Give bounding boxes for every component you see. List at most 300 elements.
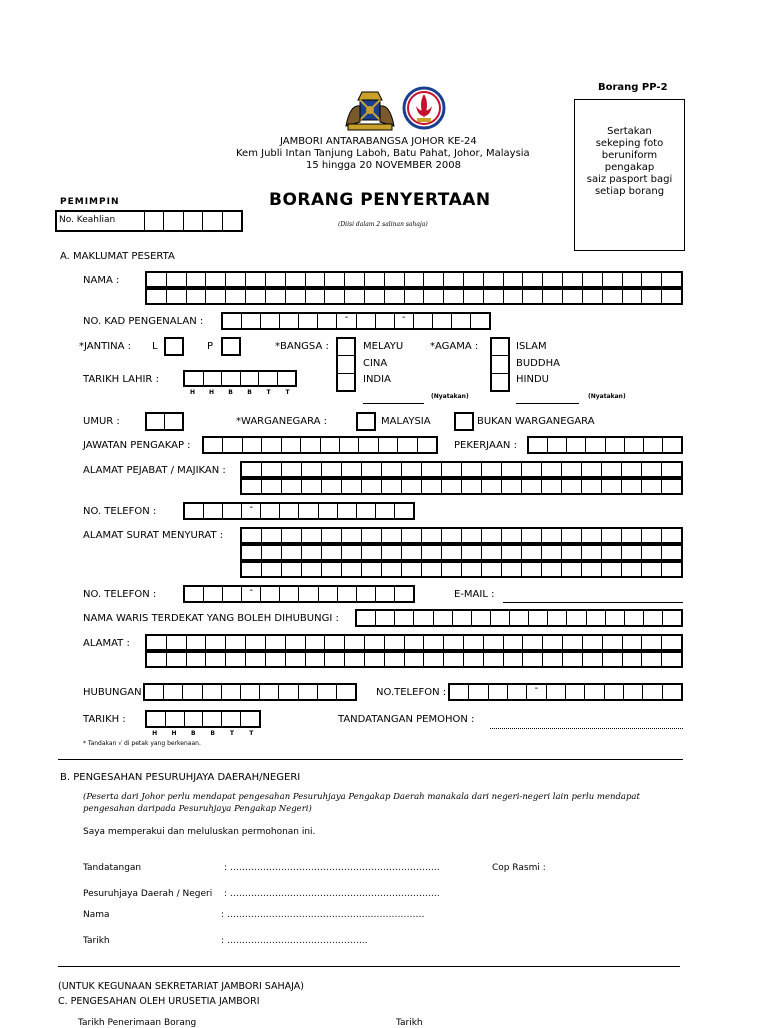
box-cell[interactable] xyxy=(362,563,382,576)
box-cell[interactable] xyxy=(382,529,402,542)
box-cell[interactable] xyxy=(442,563,462,576)
box-cell[interactable] xyxy=(543,653,563,666)
box-cell[interactable] xyxy=(482,463,502,476)
jantina-l-checkbox[interactable] xyxy=(164,337,184,356)
box-cell[interactable] xyxy=(261,314,280,328)
box-cell[interactable] xyxy=(603,273,623,286)
box-cell[interactable] xyxy=(542,563,562,576)
alamat-surat-row1[interactable] xyxy=(240,527,683,544)
ic-field[interactable] xyxy=(221,312,491,330)
box-cell[interactable] xyxy=(643,685,662,699)
box-cell[interactable] xyxy=(663,438,681,452)
box-cell[interactable] xyxy=(450,685,469,699)
box-cell[interactable] xyxy=(642,529,662,542)
box-cell[interactable] xyxy=(302,546,322,559)
box-cell[interactable] xyxy=(322,529,342,542)
box-cell[interactable] xyxy=(345,273,365,286)
box-cell[interactable] xyxy=(548,438,567,452)
box-cell[interactable] xyxy=(562,546,582,559)
box-cell[interactable] xyxy=(365,290,385,303)
box-cell[interactable] xyxy=(587,611,606,625)
tandatangan-pemohon-line[interactable] xyxy=(490,728,683,729)
box-cell[interactable] xyxy=(223,504,242,518)
box-cell[interactable] xyxy=(286,653,306,666)
box-cell[interactable] xyxy=(582,546,602,559)
box-cell[interactable] xyxy=(405,273,425,286)
box-cell[interactable] xyxy=(243,438,262,452)
box-cell[interactable] xyxy=(226,653,246,666)
box-cell[interactable] xyxy=(241,372,260,385)
box-cell[interactable] xyxy=(642,546,662,559)
box-cell[interactable] xyxy=(484,273,504,286)
alamat-row1[interactable] xyxy=(145,634,683,651)
box-cell[interactable] xyxy=(266,653,286,666)
box-cell[interactable] xyxy=(282,546,302,559)
box-cell[interactable] xyxy=(302,563,322,576)
box-cell[interactable] xyxy=(286,290,306,303)
bangsa-checkboxes[interactable] xyxy=(336,337,356,392)
box-cell[interactable] xyxy=(242,587,261,601)
box-cell[interactable] xyxy=(491,611,510,625)
box-cell[interactable] xyxy=(642,563,662,576)
box-cell[interactable] xyxy=(504,653,524,666)
box-cell[interactable] xyxy=(602,480,622,493)
box-cell[interactable] xyxy=(282,529,302,542)
box-cell[interactable] xyxy=(605,685,624,699)
box-cell[interactable] xyxy=(376,314,395,328)
box-cell[interactable] xyxy=(278,372,296,385)
box-cell[interactable] xyxy=(362,480,382,493)
box-cell[interactable] xyxy=(662,653,681,666)
box-cell[interactable] xyxy=(402,463,422,476)
box-cell[interactable] xyxy=(562,529,582,542)
box-cell[interactable] xyxy=(510,611,529,625)
box-cell[interactable] xyxy=(563,636,583,649)
box-cell[interactable] xyxy=(242,546,262,559)
box-cell[interactable] xyxy=(622,529,642,542)
box-cell[interactable] xyxy=(204,504,223,518)
box-cell[interactable] xyxy=(382,463,402,476)
box-cell[interactable] xyxy=(398,438,417,452)
box-cell[interactable] xyxy=(603,653,623,666)
box-cell[interactable] xyxy=(563,290,583,303)
box-cell[interactable] xyxy=(583,273,603,286)
box-cell[interactable] xyxy=(527,685,546,699)
hubungan-field[interactable] xyxy=(143,683,357,701)
box-cell[interactable] xyxy=(325,653,345,666)
agama-other-line[interactable] xyxy=(516,403,579,404)
box-cell[interactable] xyxy=(319,587,338,601)
box-cell[interactable] xyxy=(246,290,266,303)
box-cell[interactable] xyxy=(502,529,522,542)
box-cell[interactable] xyxy=(223,438,242,452)
box-cell[interactable] xyxy=(504,290,524,303)
box-cell[interactable] xyxy=(642,273,662,286)
box-cell[interactable] xyxy=(402,529,422,542)
box-cell[interactable] xyxy=(147,290,167,303)
box-cell[interactable] xyxy=(379,438,398,452)
box-cell[interactable] xyxy=(246,653,266,666)
box-cell[interactable] xyxy=(662,273,681,286)
box-cell[interactable] xyxy=(242,563,262,576)
box-cell[interactable] xyxy=(362,463,382,476)
box-cell[interactable] xyxy=(395,587,413,601)
box-cell[interactable] xyxy=(482,546,502,559)
box-cell[interactable] xyxy=(583,290,603,303)
jawatan-field[interactable] xyxy=(202,436,438,454)
box-cell[interactable] xyxy=(622,463,642,476)
box-cell[interactable] xyxy=(472,611,491,625)
box-cell[interactable] xyxy=(187,636,207,649)
box-cell[interactable] xyxy=(242,529,262,542)
box-cell[interactable] xyxy=(337,685,355,699)
box-cell[interactable] xyxy=(395,504,413,518)
box-cell[interactable] xyxy=(547,685,566,699)
box-cell[interactable] xyxy=(543,636,563,649)
box-cell[interactable] xyxy=(340,438,359,452)
box-cell[interactable] xyxy=(204,438,223,452)
box-cell[interactable] xyxy=(147,414,165,429)
alamat-surat-row2[interactable] xyxy=(240,544,683,561)
box-cell[interactable] xyxy=(259,372,278,385)
bukan-warganegara-checkbox[interactable] xyxy=(454,412,474,431)
box-cell[interactable] xyxy=(357,587,376,601)
telefon1-field[interactable] xyxy=(183,502,415,520)
box-cell[interactable] xyxy=(306,636,326,649)
box-cell[interactable] xyxy=(586,438,605,452)
box-cell[interactable] xyxy=(359,438,378,452)
box-cell[interactable] xyxy=(206,636,226,649)
box-cell[interactable] xyxy=(385,636,405,649)
box-cell[interactable] xyxy=(602,563,622,576)
box-cell[interactable] xyxy=(529,611,548,625)
box-cell[interactable] xyxy=(462,529,482,542)
box-cell[interactable] xyxy=(583,653,603,666)
box-cell[interactable] xyxy=(365,273,385,286)
box-cell[interactable] xyxy=(299,587,318,601)
box-cell[interactable] xyxy=(165,414,182,429)
box-cell[interactable] xyxy=(502,563,522,576)
box-cell[interactable] xyxy=(338,587,357,601)
box-cell[interactable] xyxy=(462,546,482,559)
box-cell[interactable] xyxy=(395,314,414,328)
tandatangan-dots[interactable]: : ……………………………………………………………. xyxy=(224,863,440,873)
box-cell[interactable] xyxy=(357,611,376,625)
box-cell[interactable] xyxy=(563,653,583,666)
box-cell[interactable] xyxy=(325,290,345,303)
box-cell[interactable] xyxy=(566,685,585,699)
email-line[interactable] xyxy=(503,602,683,603)
box-cell[interactable] xyxy=(223,587,242,601)
box-cell[interactable] xyxy=(325,636,345,649)
box-cell[interactable] xyxy=(164,685,183,699)
box-cell[interactable] xyxy=(582,463,602,476)
box-cell[interactable] xyxy=(282,480,302,493)
box-cell[interactable] xyxy=(434,611,453,625)
box-cell[interactable] xyxy=(261,504,280,518)
box-cell[interactable] xyxy=(206,290,226,303)
box-cell[interactable] xyxy=(418,438,436,452)
nama-b-dots[interactable]: : ………….……………………………..……………… xyxy=(221,910,425,920)
box-cell[interactable] xyxy=(385,290,405,303)
box-cell[interactable] xyxy=(462,563,482,576)
box-cell[interactable] xyxy=(222,685,241,699)
box-cell[interactable] xyxy=(424,636,444,649)
box-cell[interactable] xyxy=(280,504,299,518)
box-cell[interactable] xyxy=(623,290,643,303)
box-cell[interactable] xyxy=(625,438,644,452)
box-cell[interactable] xyxy=(376,587,395,601)
box-cell[interactable] xyxy=(206,653,226,666)
box-cell[interactable] xyxy=(299,685,318,699)
box-cell[interactable] xyxy=(453,611,472,625)
box-cell[interactable] xyxy=(338,504,357,518)
agama-checkboxes[interactable] xyxy=(490,337,510,392)
box-cell[interactable] xyxy=(185,372,204,385)
box-cell[interactable] xyxy=(203,685,222,699)
box-cell[interactable] xyxy=(242,314,261,328)
box-cell[interactable] xyxy=(362,546,382,559)
box-cell[interactable] xyxy=(444,290,464,303)
box-cell[interactable] xyxy=(362,529,382,542)
box-cell[interactable] xyxy=(402,546,422,559)
box-cell[interactable] xyxy=(342,463,362,476)
box-cell[interactable] xyxy=(187,290,207,303)
box-cell[interactable] xyxy=(147,653,167,666)
box-cell[interactable] xyxy=(414,611,433,625)
box-cell[interactable] xyxy=(522,546,542,559)
box-cell[interactable] xyxy=(262,563,282,576)
box-cell[interactable] xyxy=(262,546,282,559)
box-cell[interactable] xyxy=(206,273,226,286)
box-cell[interactable] xyxy=(204,372,223,385)
box-cell[interactable] xyxy=(543,273,563,286)
box-cell[interactable] xyxy=(542,529,562,542)
box-cell[interactable] xyxy=(642,653,662,666)
box-cell[interactable] xyxy=(523,273,543,286)
box-cell[interactable] xyxy=(204,587,223,601)
box-cell[interactable] xyxy=(241,712,259,726)
box-cell[interactable] xyxy=(183,685,202,699)
box-cell[interactable] xyxy=(424,273,444,286)
box-cell[interactable] xyxy=(185,504,204,518)
alamat-pejabat-row2[interactable] xyxy=(240,478,683,495)
box-cell[interactable] xyxy=(606,438,625,452)
box-cell[interactable] xyxy=(522,480,542,493)
box-cell[interactable] xyxy=(319,504,338,518)
box-cell[interactable] xyxy=(442,463,462,476)
box-cell[interactable] xyxy=(464,273,484,286)
tarikh-b-dots[interactable]: : ……………………………………….. xyxy=(221,936,368,946)
waris-field[interactable] xyxy=(355,609,683,627)
box-cell[interactable] xyxy=(402,480,422,493)
box-cell[interactable] xyxy=(203,712,222,726)
box-cell[interactable] xyxy=(623,636,643,649)
box-cell[interactable] xyxy=(662,563,681,576)
box-cell[interactable] xyxy=(321,438,340,452)
box-cell[interactable] xyxy=(482,529,502,542)
box-cell[interactable] xyxy=(282,463,302,476)
box-cell[interactable] xyxy=(226,636,246,649)
box-cell[interactable] xyxy=(444,273,464,286)
box-cell[interactable] xyxy=(322,463,342,476)
box-cell[interactable] xyxy=(395,611,414,625)
box-cell[interactable] xyxy=(385,273,405,286)
box-cell[interactable] xyxy=(266,290,286,303)
box-cell[interactable] xyxy=(322,480,342,493)
box-cell[interactable] xyxy=(603,636,623,649)
box-cell[interactable] xyxy=(167,653,187,666)
box-cell[interactable] xyxy=(345,636,365,649)
pesuruhjaya-dots[interactable]: : ……………………………………………………………. xyxy=(224,889,440,899)
box-cell[interactable] xyxy=(414,314,433,328)
box-cell[interactable] xyxy=(622,480,642,493)
box-cell[interactable] xyxy=(357,314,376,328)
box-cell[interactable] xyxy=(280,587,299,601)
box-cell[interactable] xyxy=(322,563,342,576)
box-cell[interactable] xyxy=(582,480,602,493)
box-cell[interactable] xyxy=(306,653,326,666)
box-cell[interactable] xyxy=(471,314,489,328)
box-cell[interactable] xyxy=(242,504,261,518)
box-cell[interactable] xyxy=(444,653,464,666)
box-cell[interactable] xyxy=(166,712,185,726)
box-cell[interactable] xyxy=(452,314,471,328)
box-cell[interactable] xyxy=(262,480,282,493)
box-cell[interactable] xyxy=(337,314,356,328)
box-cell[interactable] xyxy=(262,463,282,476)
box-cell[interactable] xyxy=(623,273,643,286)
box-cell[interactable] xyxy=(464,653,484,666)
box-cell[interactable] xyxy=(567,438,586,452)
box-cell[interactable] xyxy=(187,653,207,666)
box-cell[interactable] xyxy=(567,611,586,625)
box-cell[interactable] xyxy=(529,438,548,452)
box-cell[interactable] xyxy=(502,480,522,493)
box-cell[interactable] xyxy=(286,273,306,286)
box-cell[interactable] xyxy=(167,290,187,303)
box-cell[interactable] xyxy=(644,438,663,452)
box-cell[interactable] xyxy=(422,480,442,493)
box-cell[interactable] xyxy=(662,480,681,493)
box-cell[interactable] xyxy=(405,653,425,666)
box-cell[interactable] xyxy=(147,712,166,726)
box-cell[interactable] xyxy=(542,546,562,559)
box-cell[interactable] xyxy=(306,290,326,303)
box-cell[interactable] xyxy=(625,611,644,625)
box-cell[interactable] xyxy=(582,563,602,576)
box-cell[interactable] xyxy=(543,290,563,303)
box-cell[interactable] xyxy=(482,563,502,576)
box-cell[interactable] xyxy=(266,636,286,649)
box-cell[interactable] xyxy=(260,685,279,699)
box-cell[interactable] xyxy=(302,529,322,542)
box-cell[interactable] xyxy=(462,463,482,476)
box-cell[interactable] xyxy=(522,563,542,576)
box-cell[interactable] xyxy=(424,653,444,666)
box-cell[interactable] xyxy=(302,463,322,476)
box-cell[interactable] xyxy=(662,546,681,559)
box-cell[interactable] xyxy=(522,463,542,476)
box-cell[interactable] xyxy=(376,504,395,518)
box-cell[interactable] xyxy=(376,611,395,625)
box-cell[interactable] xyxy=(603,290,623,303)
alamat-surat-row3[interactable] xyxy=(240,561,683,578)
box-cell[interactable] xyxy=(662,290,681,303)
box-cell[interactable] xyxy=(606,611,625,625)
box-cell[interactable] xyxy=(422,463,442,476)
jantina-p-checkbox[interactable] xyxy=(221,337,241,356)
box-cell[interactable] xyxy=(562,480,582,493)
box-cell[interactable] xyxy=(345,653,365,666)
box-cell[interactable] xyxy=(345,290,365,303)
box-cell[interactable] xyxy=(382,546,402,559)
box-cell[interactable] xyxy=(246,636,266,649)
box-cell[interactable] xyxy=(442,529,462,542)
box-cell[interactable] xyxy=(482,480,502,493)
box-cell[interactable] xyxy=(623,653,643,666)
box-cell[interactable] xyxy=(246,273,266,286)
box-cell[interactable] xyxy=(484,653,504,666)
box-cell[interactable] xyxy=(405,290,425,303)
box-cell[interactable] xyxy=(280,314,299,328)
box-cell[interactable] xyxy=(642,480,662,493)
box-cell[interactable] xyxy=(382,563,402,576)
box-cell[interactable] xyxy=(301,438,320,452)
box-cell[interactable] xyxy=(405,636,425,649)
box-cell[interactable] xyxy=(266,273,286,286)
box-cell[interactable] xyxy=(542,480,562,493)
box-cell[interactable] xyxy=(424,290,444,303)
box-cell[interactable] xyxy=(185,587,204,601)
box-cell[interactable] xyxy=(602,529,622,542)
box-cell[interactable] xyxy=(325,273,345,286)
box-cell[interactable] xyxy=(442,480,462,493)
box-cell[interactable] xyxy=(502,546,522,559)
box-cell[interactable] xyxy=(489,685,508,699)
box-cell[interactable] xyxy=(342,563,362,576)
box-cell[interactable] xyxy=(322,546,342,559)
box-cell[interactable] xyxy=(462,480,482,493)
box-cell[interactable] xyxy=(523,653,543,666)
box-cell[interactable] xyxy=(469,685,488,699)
box-cell[interactable] xyxy=(662,636,681,649)
box-cell[interactable] xyxy=(282,563,302,576)
box-cell[interactable] xyxy=(662,529,681,542)
box-cell[interactable] xyxy=(342,529,362,542)
telefon2-field[interactable] xyxy=(183,585,415,603)
box-cell[interactable] xyxy=(241,685,260,699)
box-cell[interactable] xyxy=(583,636,603,649)
box-cell[interactable] xyxy=(622,546,642,559)
box-cell[interactable] xyxy=(484,636,504,649)
box-cell[interactable] xyxy=(279,685,298,699)
box-cell[interactable] xyxy=(342,546,362,559)
box-cell[interactable] xyxy=(226,273,246,286)
box-cell[interactable] xyxy=(306,273,326,286)
box-cell[interactable] xyxy=(642,290,662,303)
box-cell[interactable] xyxy=(563,273,583,286)
box-cell[interactable] xyxy=(464,290,484,303)
box-cell[interactable] xyxy=(562,463,582,476)
box-cell[interactable] xyxy=(523,290,543,303)
box-cell[interactable] xyxy=(542,463,562,476)
box-cell[interactable] xyxy=(286,636,306,649)
box-cell[interactable] xyxy=(302,480,322,493)
box-cell[interactable] xyxy=(585,685,604,699)
box-cell[interactable] xyxy=(624,685,643,699)
box-cell[interactable] xyxy=(422,529,442,542)
